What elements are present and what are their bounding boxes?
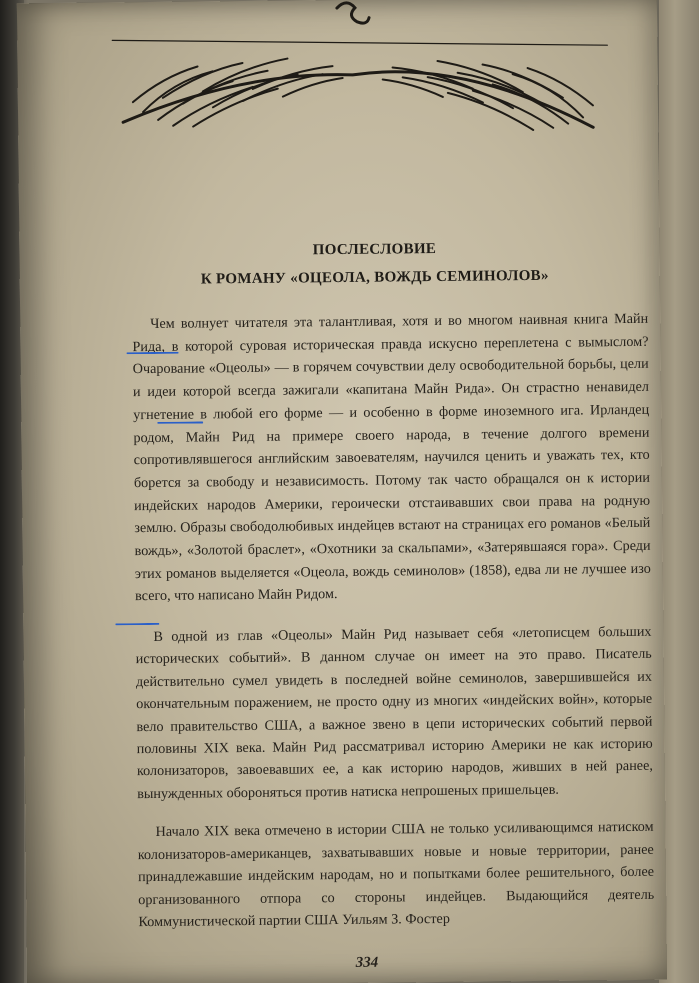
- paragraph-2: В одной из глав «Оцеолы» Майн Рид называет себя «летописцем больших исторических событий». В данном случае он имеет на это право. Писатель действительно сумел увидеть в последней войне семинолов, завершившейся их окончательным поражением, не просто одну из многих «индейских войн», которые вело правительство США, а важное звено в цепи исторических событий первой половины XIX века. Майн Рид рассматривал историю Америки не как историю колонизаторов, завоевавших ее, а как историю народов, живших в ней ранее, вынужденных обороняться против натиска непрошеных пришельцев.: [135, 623, 653, 803]
- paragraph-1: Чем волнует читателя эта талантливая, хотя и во многом наивная книга Майн Рида, в которой суровая историческая правда искусно переплетена с вымыслом? Очарование «Оцеолы» — в горячем сочувствии делу освободительной борьбы, цели и идеи которой всегда зажигали «капитана Майн Рида». Он страстно ненавидел угнетение в любой его форме — и особенно в форме иноземного ига. Ирландец родом, Майн Рид на примере своего народа, в течение долгого времени сопротивлявшегося английским завоевателям, научился ценить и уважать тех, кто борется за свободу и независимость. Потому так часто обращался он к истории индейских народов Америки, героически отстаивавших свои права на родную землю. Образы свободолюбивых индейцев встают на страницах его романов «Белый вождь», «Золотой браслет», «Охотники за скальпами», «Затерявшаяся гора». Среди этих романов выделяется «Оцеола, вождь семинолов» (1858), едва ли не лучшее изо всего, что написано Майн Ридом.: [132, 310, 651, 605]
- book-page: [17, 0, 667, 983]
- afterword-subtitle: К РОМАНУ «ОЦЕОЛА, ВОЖДЬ СЕМИНОЛОВ»: [200, 267, 549, 288]
- palm-leaf-ornament-icon: [102, 0, 624, 152]
- paragraph-3: Начало XIX века отмечено в истории США не только усиливающимся натиском колонизаторов-американцев, захватывавших новые и новые территории, ранее принадлежавшие индейским народам, но и попытками более решительного, более организованного отпора со стороны индейцев. Выдающийся деятель Коммунистической партии США Уильям З. Фостер: [137, 818, 655, 931]
- page-number: 334: [355, 954, 379, 971]
- afterword-title: ПОСЛЕСЛОВИЕ: [312, 241, 437, 259]
